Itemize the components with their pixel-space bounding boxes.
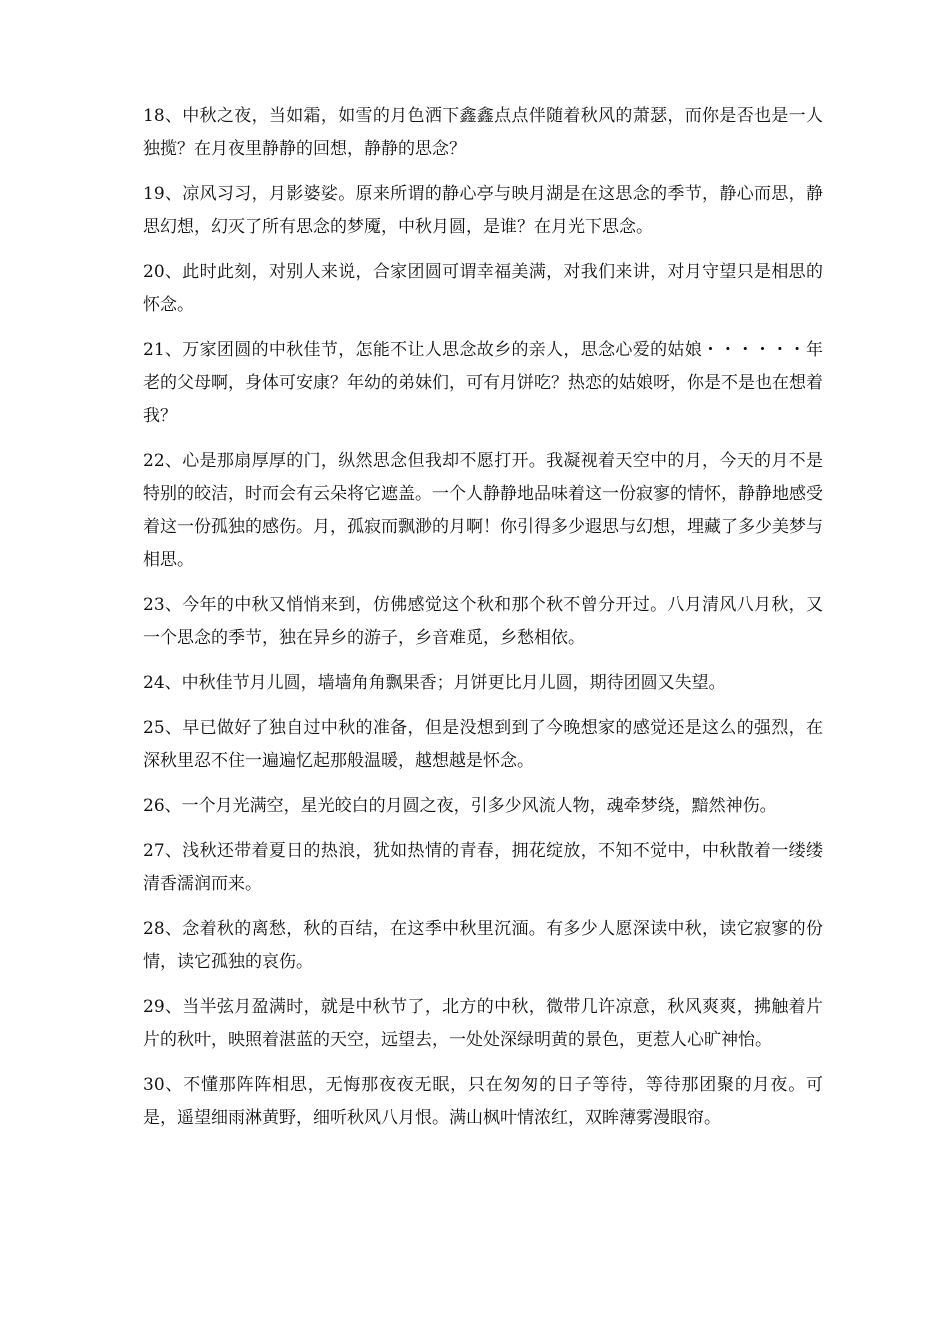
paragraph-25: 25、早已做好了独自过中秋的准备，但是没想到到了今晚想家的感觉还是这么的强烈，在深秋里忍不住一遍遍忆起那般温暖，越想越是怀念。 [143,718,823,771]
paragraph-29: 29、当半弦月盈满时，就是中秋节了，北方的中秋，微带几许凉意，秋风爽爽，拂触着片片的秋叶，映照着湛蓝的天空，远望去，一处处深绿明黄的景色，更惹人心旷神怡。 [143,997,823,1050]
paragraph-18: 18、中秋之夜，当如霜，如雪的月色洒下鑫鑫点点伴随着秋风的萧瑟，而你是否也是一人独揽？在月夜里静静的回想，静静的思念？ [143,106,823,159]
paragraph-20: 20、此时此刻，对别人来说，合家团圆可谓幸福美满，对我们来讲，对月守望只是相思的怀念。 [143,262,823,315]
paragraph-26: 26、一个月光满空，星光皎白的月圆之夜，引多少风流人物，魂牵梦绕，黯然神伤。 [143,796,777,816]
document-body [143,100,823,1147]
paragraph-27: 27、浅秋还带着夏日的热浪，犹如热情的青春，拥花绽放，不知不觉中，中秋散着一缕缕清香濡润而来。 [143,841,823,894]
paragraph-23: 23、今年的中秋又悄悄来到，仿佛感觉这个秋和那个秋不曾分开过。八月清风八月秋，又一个思念的季节，独在异乡的游子，乡音难觅，乡愁相依。 [143,595,823,648]
paragraph-30: 30、不懂那阵阵相思，无悔那夜夜无眠，只在匆匆的日子等待，等待那团聚的月夜。可是，遥望细雨淋黄野，细听秋风八月恨。满山枫叶情浓红，双眸薄雾漫眼帘。 [143,1075,823,1128]
paragraph-24: 24、中秋佳节月儿圆，墙墙角角飘果香；月饼更比月儿圆，期待团圆又失望。 [143,673,726,693]
paragraph-28: 28、念着秋的离愁，秋的百结，在这季中秋里沉湎。有多少人愿深读中秋，读它寂寥的份情，读它孤独的哀伤。 [143,919,823,972]
paragraph-19: 19、凉风习习，月影婆娑。原来所谓的静心亭与映月湖是在这思念的季节，静心而思，静思幻想，幻灭了所有思念的梦魇，中秋月圆，是谁？在月光下思念。 [143,184,823,237]
paragraph-21: 21、万家团圆的中秋佳节，怎能不让人思念故乡的亲人，思念心爱的姑娘・・・・・・年老的父母啊，身体可安康？年幼的弟妹们，可有月饼吃？热恋的姑娘呀，你是不是也在想着我？ [143,340,823,426]
paragraph-22: 22、心是那扇厚厚的门，纵然思念但我却不愿打开。我凝视着天空中的月，今天的月不是特别的皎洁，时而会有云朵将它遮盖。一个人静静地品味着这一份寂寥的情怀，静静地感受着这一份孤独的感伤。月，孤寂而飘渺的月啊！你引得多少遐思与幻想，埋藏了多少美梦与相思。 [143,451,823,570]
